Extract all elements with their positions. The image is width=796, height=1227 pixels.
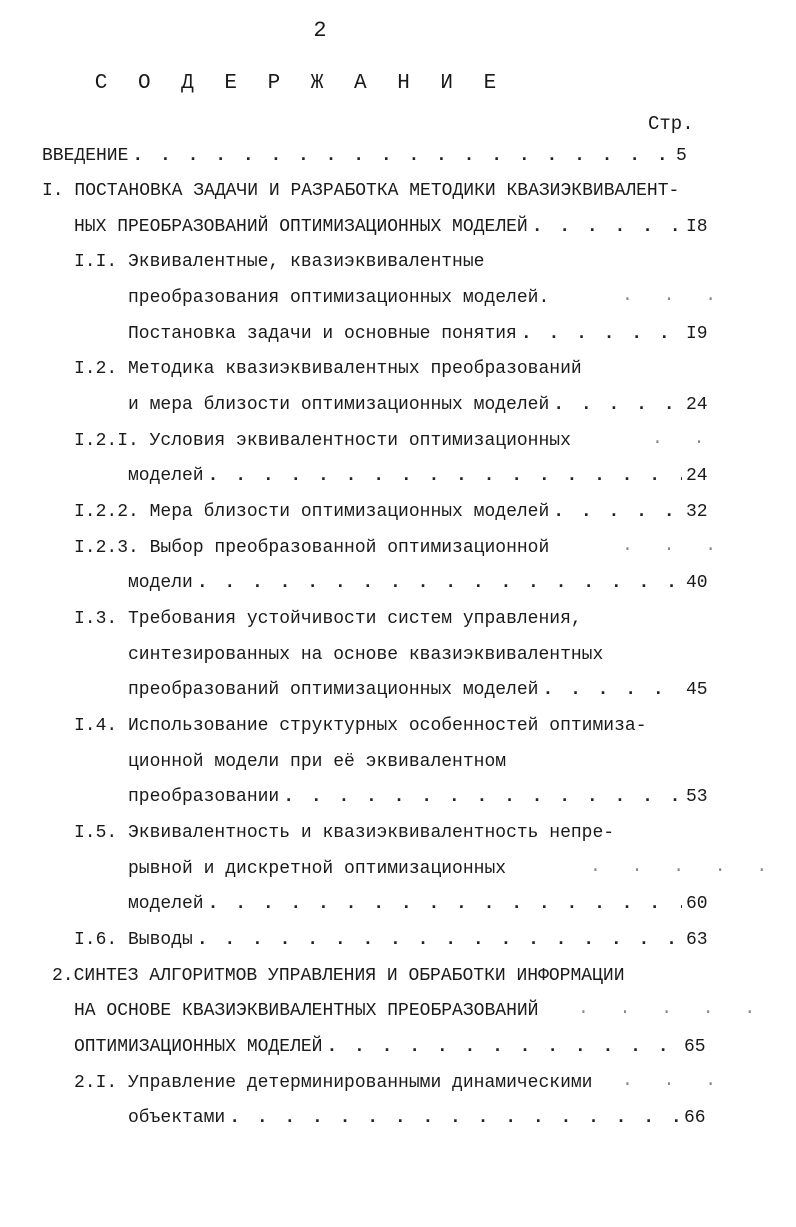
faint-dots: . . .: [622, 536, 727, 556]
toc-entry-text: и мера близости оптимизационных моделей: [128, 395, 550, 415]
toc-entry-chapter-1-line-2: [74, 211, 712, 237]
dot-leader: [326, 1037, 680, 1057]
toc-entry-text: 2.I. Управление детерминированными динамическими: [74, 1073, 593, 1093]
toc-entry-text: I.4. Использование структурных особенностей оптимиза-: [74, 716, 647, 736]
dot-leader: [521, 324, 682, 344]
toc-entry-1-3-line-1: [74, 603, 694, 629]
toc-entry-text: I.5. Эквивалентность и квазиэквивалентность непре-: [74, 823, 615, 843]
dot-leader: [132, 146, 672, 166]
page-column-label: Стр.: [648, 113, 694, 135]
toc-entry-text: моделей: [128, 466, 204, 486]
toc-entry-text: ционной модели при её эквивалентном: [128, 752, 507, 772]
toc-entry-1-5-line-1: [74, 817, 694, 843]
toc-entry-page: I8: [686, 217, 708, 237]
toc-entry-1-2-1-line-1: [74, 425, 694, 451]
toc-entry-chapter-2-line-1: [52, 960, 732, 986]
toc-entry-page: 5: [676, 146, 687, 166]
toc-entry-text: I.2.I. Условия эквивалентности оптимизационных: [74, 431, 571, 451]
toc-entry-chapter-1-line-1: [42, 175, 742, 201]
toc-entry-text: I.2.3. Выбор преобразованной оптимизационной: [74, 538, 550, 558]
dot-leader: [553, 395, 682, 415]
toc-entry-text: НА ОСНОВЕ КВАЗИЭКВИВАЛЕНТНЫХ ПРЕОБРАЗОВАНИЙ: [74, 1001, 539, 1021]
toc-entry-text: объектами: [128, 1108, 226, 1128]
toc-entry-page: 24: [686, 466, 708, 486]
toc-entry-text: I.2.2. Мера близости оптимизационных моделей: [74, 502, 550, 522]
faint-dots: . . .: [622, 1071, 727, 1091]
toc-entry-text: I.6. Выводы: [74, 930, 193, 950]
toc-entry-text: I.3. Требования устойчивости систем управления,: [74, 609, 582, 629]
toc-entry-1-1-line-3: [128, 318, 712, 344]
toc-entry-1-2-3-line-1: [74, 532, 694, 558]
toc-entry-text: рывной и дискретной оптимизационных: [128, 859, 507, 879]
toc-entry-text: синтезированных на основе квазиэквивалентных: [128, 645, 604, 665]
toc-entry-1-2-line-2: [128, 389, 712, 415]
toc-entry-text: преобразовании: [128, 787, 280, 807]
toc-entry-chapter-2-line-3: [74, 1031, 710, 1057]
toc-entry-1-2-3-line-2: [128, 567, 712, 593]
toc-entry-1-4-line-3: [128, 781, 712, 807]
toc-entry-page: 65: [684, 1037, 706, 1057]
toc-entry-1-1-line-2: [128, 282, 688, 308]
toc-entry-text: преобразований оптимизационных моделей: [128, 680, 539, 700]
toc-entry-page: 60: [686, 894, 708, 914]
toc-entry-page: 63: [686, 930, 708, 950]
toc-entry-1-1-line-1: [74, 246, 694, 272]
toc-entry-1-3-line-3: [128, 674, 712, 700]
dot-leader: [208, 466, 682, 486]
toc-entry-2-1-line-2: [128, 1102, 710, 1128]
faint-dots: . .: [652, 429, 715, 449]
toc-entry-2-1-line-1: [74, 1067, 694, 1093]
toc-entry-introduction: [42, 140, 702, 166]
dot-leader: [553, 502, 682, 522]
toc-entry-page: 66: [684, 1108, 706, 1128]
toc-title: С О Д Е Р Ж А Н И Е: [94, 72, 506, 95]
dot-leader: [197, 930, 682, 950]
toc-entry-page: 45: [686, 680, 708, 700]
toc-entry-1-6: [74, 924, 712, 950]
toc-entry-page: 40: [686, 573, 708, 593]
toc-entry-page: I9: [686, 324, 708, 344]
toc-entry-text: преобразования оптимизационных моделей.: [128, 288, 550, 308]
toc-entry-text: НЫХ ПРЕОБРАЗОВАНИЙ ОПТИМИЗАЦИОННЫХ МОДЕЛЕЙ: [74, 217, 528, 237]
toc-entry-page: 53: [686, 787, 708, 807]
toc-entry-1-5-line-3: [128, 888, 712, 914]
dot-leader: [208, 894, 682, 914]
toc-entry-text: I.I. Эквивалентные, квазиэквивалентные: [74, 252, 485, 272]
toc-entry-1-4-line-1: [74, 710, 694, 736]
page-number: 2: [313, 18, 327, 43]
dot-leader: [197, 573, 682, 593]
toc-entry-text: 2.СИНТЕЗ АЛГОРИТМОВ УПРАВЛЕНИЯ И ОБРАБОТКИ ИНФОРМАЦИИ: [52, 966, 625, 986]
toc-entry-text: ОПТИМИЗАЦИОННЫХ МОДЕЛЕЙ: [74, 1037, 323, 1057]
dot-leader: [542, 680, 682, 700]
toc-entry-1-4-line-2: [128, 746, 694, 772]
toc-entry-1-3-line-2: [128, 639, 694, 665]
dot-leader: [283, 787, 682, 807]
toc-entry-1-2-2: [74, 496, 712, 522]
toc-entry-text: модели: [128, 573, 193, 593]
faint-dots: . . .: [622, 286, 727, 306]
toc-entry-1-2-1-line-2: [128, 460, 712, 486]
faint-dots: . . . . .: [590, 857, 778, 877]
toc-entry-1-2-line-1: [74, 353, 694, 379]
toc-entry-text: моделей: [128, 894, 204, 914]
toc-entry-page: 24: [686, 395, 708, 415]
toc-entry-text: ВВЕДЕНИЕ: [42, 146, 129, 166]
toc-entry-text: I.2. Методика квазиэквивалентных преобразований: [74, 359, 582, 379]
faint-dots: . . . . .: [578, 999, 766, 1019]
dot-leader: [229, 1108, 680, 1128]
toc-entry-page: 32: [686, 502, 708, 522]
dot-leader: [532, 217, 682, 237]
toc-entry-text: I. ПОСТАНОВКА ЗАДАЧИ И РАЗРАБОТКА МЕТОДИКИ КВАЗИЭКВИВАЛЕНТ-: [42, 181, 680, 201]
toc-entry-text: Постановка задачи и основные понятия: [128, 324, 517, 344]
